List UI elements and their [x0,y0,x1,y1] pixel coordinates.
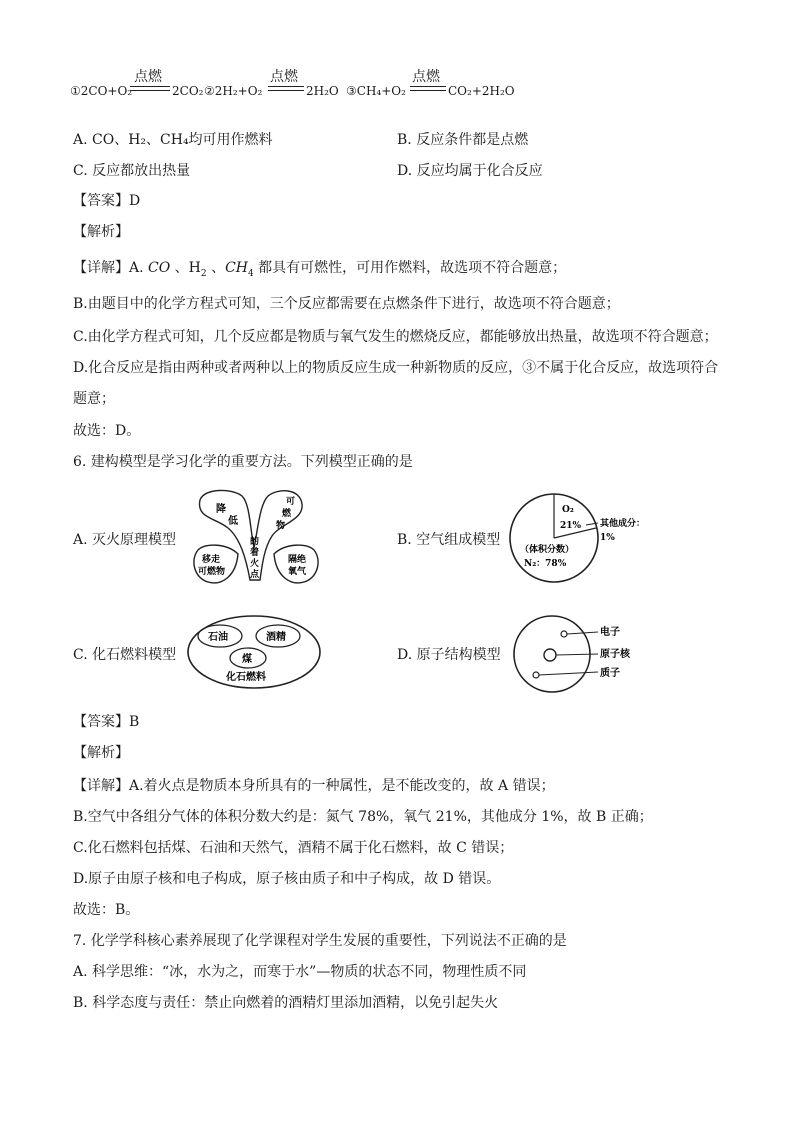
figure-air-composition-model [506,490,676,590]
fig-c-oil: 石油 [208,632,228,643]
q6-choose: 故选：B。 [73,902,140,918]
q5-option-b: B. 反应条件都是点燃 [397,132,529,148]
eq1-right: 2CO₂ [172,84,204,98]
fig-d-nucleus: 原子核 [600,649,630,660]
fig-a-bottom-left-2: 可燃物 [198,567,226,577]
fig-b-volume-fraction: （体积分数） [520,545,575,555]
fig-a-bottom-right-2: 氧气 [288,567,307,577]
eq1-condition: 点燃 [134,69,162,85]
fig-a-center-1: 的 [250,537,260,547]
fig-b-o2-percent: 21% [560,521,582,531]
q6-detail-c: C.化石燃料包括煤、石油和天然气，酒精不属于化石燃料，故 C 错误； [73,840,514,856]
formula-ch: CH [225,260,248,276]
fig-a-right-top: 可 [286,497,296,507]
figure-fossil-fuel-model [186,614,322,690]
eq2-bar [268,86,304,91]
fig-b-n2: N₂：78% [524,559,567,569]
equations-row [70,66,730,106]
fig-c-alcohol: 酒精 [266,632,286,643]
q6-option-b: B. 空气组成模型 [397,532,501,548]
detail-a-rest: 都具有可燃性，可用作燃料，故选项不符合题意； [253,260,567,276]
fig-a-bottom-right-1: 隔绝 [288,555,307,565]
sep-2: 、 [206,260,226,276]
fig-b-other: 其他成分： [600,519,646,529]
fig-a-left-mid: 低 [228,516,238,527]
eq3-bar [410,86,446,91]
q5-option-a: A. CO、H₂、CH₄均可用作燃料 [73,132,273,148]
eq3-right: CO₂+2H₂O [448,84,515,98]
q5-detail-b: B.由题目中的化学方程式可知，三个反应都需要在点燃条件下进行，故选项不符合题意； [73,296,620,312]
fig-a-left-top: 降 [216,504,226,515]
q5-detail-d-line2: 题意； [73,391,115,407]
figure-fire-extinguish-model [188,488,328,590]
fig-a-right-low: 物 [276,521,286,531]
fig-a-center-3: 火 [250,559,260,569]
q6-stem: 6. 建构模型是学习化学的重要方法。下列模型正确的是 [73,454,413,470]
q5-choose: 故选：D。 [73,423,141,439]
q5-detail-a [73,258,566,284]
detail-prefix: 【详解】A. [73,260,149,276]
fig-c-coal: 煤 [242,654,252,665]
eq2-right: 2H₂O [306,84,339,98]
figure-atom-structure-model [510,614,660,694]
q6-detail-b: B.空气中各组分气体的体积分数大约是：氮气 78%，氧气 21%，其他成分 1%，故 B 正确； [73,809,653,825]
q6-option-c: C. 化石燃料模型 [73,647,177,663]
q7-option-a: A. 科学思维：“冰，水为之，而寒于水”—物质的状态不同，物理性质不同 [73,964,527,980]
fig-c-fossil-fuel: 化石燃料 [226,672,266,683]
q6-option-d: D. 原子结构模型 [397,647,501,663]
fig-a-bottom-left-1: 移走 [202,555,221,565]
q7-option-b: B. 科学态度与责任：禁止向燃着的酒精灯里添加酒精，以免引起失火 [73,995,499,1011]
eq2-left: ②2H₂+O₂ [204,84,263,98]
sub-2: 2 [200,268,207,279]
q6-answer: 【答案】B [73,714,140,730]
fig-b-o2: O₂ [562,505,574,515]
q5-detail-d-line1: D.化合反应是指由两种或者两种以上的物质反应生成一种新物质的反应，③不属于化合反应，故选项符合 [73,360,719,376]
q5-detail-c: C.由化学方程式可知，几个反应都是物质与氧气发生的燃烧反应，都能够放出热量，故选项不符合题意； [73,329,718,345]
eq1-bar [130,86,170,91]
q6-detail-d: D.原子由原子核和电子构成，原子核由质子和中子构成，故 D 错误。 [73,871,501,887]
fig-a-center-2: 着 [250,548,260,558]
eq1-left: ①2CO+O₂ [70,84,133,98]
eq2-condition: 点燃 [270,69,298,85]
q6-analysis-label: 【解析】 [73,745,129,761]
q6-option-a: A. 灭火原理模型 [73,532,177,548]
q6-detail-a: 【详解】A.着火点是物质本身所具有的一种属性，是不能改变的，故 A 错误； [73,778,555,794]
q7-stem: 7. 化学学科核心素养展现了化学课程对学生发展的重要性，下列说法不正确的是 [73,933,567,949]
fig-d-proton: 质子 [600,668,620,679]
fig-a-center-4: 点 [250,570,260,580]
q5-analysis-label: 【解析】 [73,224,129,240]
sub-4: 4 [248,268,254,279]
q5-answer: 【答案】D [73,193,141,209]
fig-a-right-mid: 燃 [282,509,292,519]
eq3-condition: 点燃 [412,69,440,85]
eq3-left: ③CH₄+O₂ [346,84,406,98]
fig-d-electron: 电子 [600,627,620,638]
fig-b-other-percent: 1% [600,533,615,543]
q5-option-c: C. 反应都放出热量 [73,163,191,179]
formula-co: CO [148,260,171,276]
sep-h: 、H [170,260,201,276]
q5-option-d: D. 反应均属于化合反应 [397,163,543,179]
